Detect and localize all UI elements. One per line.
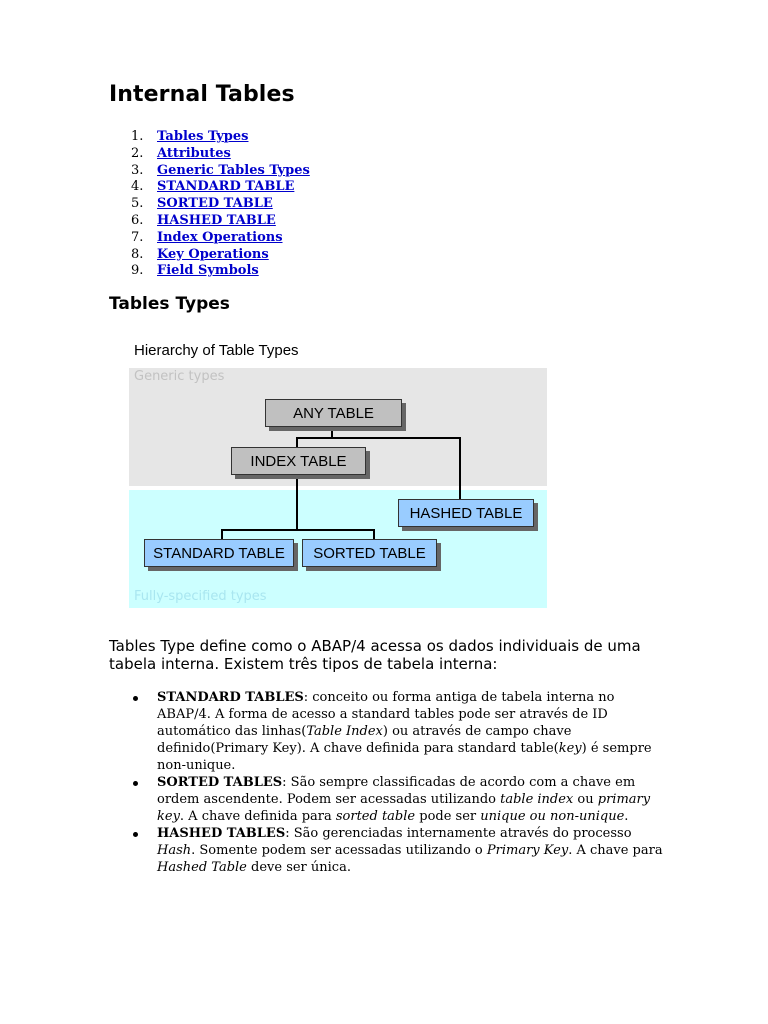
text: ) é sempre non-unique. — [157, 741, 652, 773]
toc-number: 6. — [131, 212, 144, 228]
toc-link-key-operations[interactable]: Key Operations — [157, 246, 269, 262]
index-table-box: INDEX TABLE — [231, 447, 366, 475]
toc-item — [109, 263, 310, 280]
intro-paragraph: Tables Type define como o ABAP/4 acessa os dados individuais de uma tabela interna. Existem três tipos de tabela interna: — [109, 637, 641, 673]
toc-number: 7. — [131, 229, 144, 245]
text: ) ou através de campo chave definido(Primary Key). A chave definida para standard table( — [157, 724, 572, 756]
table-types-list — [129, 689, 669, 876]
diagram-title: Hierarchy of Table Types — [134, 342, 299, 359]
emphasis: Table Index — [306, 724, 383, 739]
standard-table-box: STANDARD TABLE — [144, 539, 294, 567]
toc-item — [109, 230, 310, 247]
text: . — [624, 809, 629, 824]
toc-link-hashed-table[interactable]: HASHED TABLE — [157, 212, 276, 228]
section-heading: Tables Types — [109, 294, 230, 314]
text: . Somente podem ser acessadas utilizando o — [191, 843, 487, 858]
emphasis: sorted table — [335, 809, 416, 824]
text: . A chave definida para — [179, 809, 336, 824]
term-sorted: SORTED TABLES — [157, 775, 283, 790]
term-hashed: HASHED TABLES — [157, 826, 286, 841]
list-item-standard — [129, 689, 669, 774]
any-table-box: ANY TABLE — [265, 399, 402, 427]
emphasis: primary key — [157, 792, 651, 824]
connector-line — [221, 529, 375, 531]
toc-number: 5. — [131, 196, 144, 212]
toc-number: 4. — [131, 179, 144, 195]
term-standard: STANDARD TABLES — [157, 690, 304, 705]
toc-number: 1. — [131, 129, 144, 144]
connector-line — [296, 437, 461, 439]
toc-item — [109, 129, 310, 146]
hashed-table-box: HASHED TABLE — [398, 499, 534, 527]
toc-item — [109, 146, 310, 163]
text: : São sempre classificadas de acordo com a chave em ordem ascendente. Podem ser acessadas utilizando — [157, 775, 636, 807]
toc-item — [109, 179, 310, 196]
table-of-contents — [109, 129, 310, 280]
toc-number: 3. — [131, 162, 144, 178]
emphasis: Primary Key — [486, 843, 569, 858]
toc-item — [109, 196, 310, 213]
toc-link-index-operations[interactable]: Index Operations — [157, 229, 283, 245]
fully-specified-types-label: Fully-specified types — [134, 589, 267, 604]
connector-line — [459, 437, 461, 500]
text: . A chave para — [568, 843, 663, 858]
emphasis: key — [558, 741, 582, 756]
text: pode ser — [415, 809, 481, 824]
toc-link-attributes[interactable]: Attributes — [157, 145, 231, 161]
toc-number: 2. — [131, 145, 144, 161]
sorted-table-box: SORTED TABLE — [302, 539, 437, 567]
emphasis: unique ou non-unique — [480, 809, 625, 824]
text: deve ser única. — [246, 860, 351, 875]
emphasis: Hash — [157, 843, 192, 858]
toc-number: 9. — [131, 263, 144, 279]
emphasis: table index — [500, 792, 574, 807]
generic-types-label: Generic types — [134, 369, 225, 384]
page-title: Internal Tables — [109, 82, 295, 107]
toc-link-standard-table[interactable]: STANDARD TABLE — [157, 179, 295, 195]
list-item-hashed — [129, 825, 669, 876]
toc-link-field-symbols[interactable]: Field Symbols — [157, 263, 259, 279]
text: : conceito ou forma antiga de tabela interna no ABAP/4. A forma de acesso a standard tables pode ser através de ID automático das linhas( — [157, 690, 615, 739]
toc-item — [109, 213, 310, 230]
toc-link-tables-types[interactable]: Tables Types — [157, 129, 249, 144]
toc-item — [109, 163, 310, 180]
toc-number: 8. — [131, 246, 144, 262]
list-item-sorted — [129, 774, 669, 825]
text: : São gerenciadas internamente através do processo — [285, 826, 632, 841]
toc-item — [109, 247, 310, 264]
emphasis: Hashed Table — [157, 860, 247, 875]
toc-link-generic-tables-types[interactable]: Generic Tables Types — [157, 162, 310, 178]
connector-line — [296, 475, 298, 530]
text: ou — [573, 792, 598, 807]
toc-link-sorted-table[interactable]: SORTED TABLE — [157, 196, 273, 212]
